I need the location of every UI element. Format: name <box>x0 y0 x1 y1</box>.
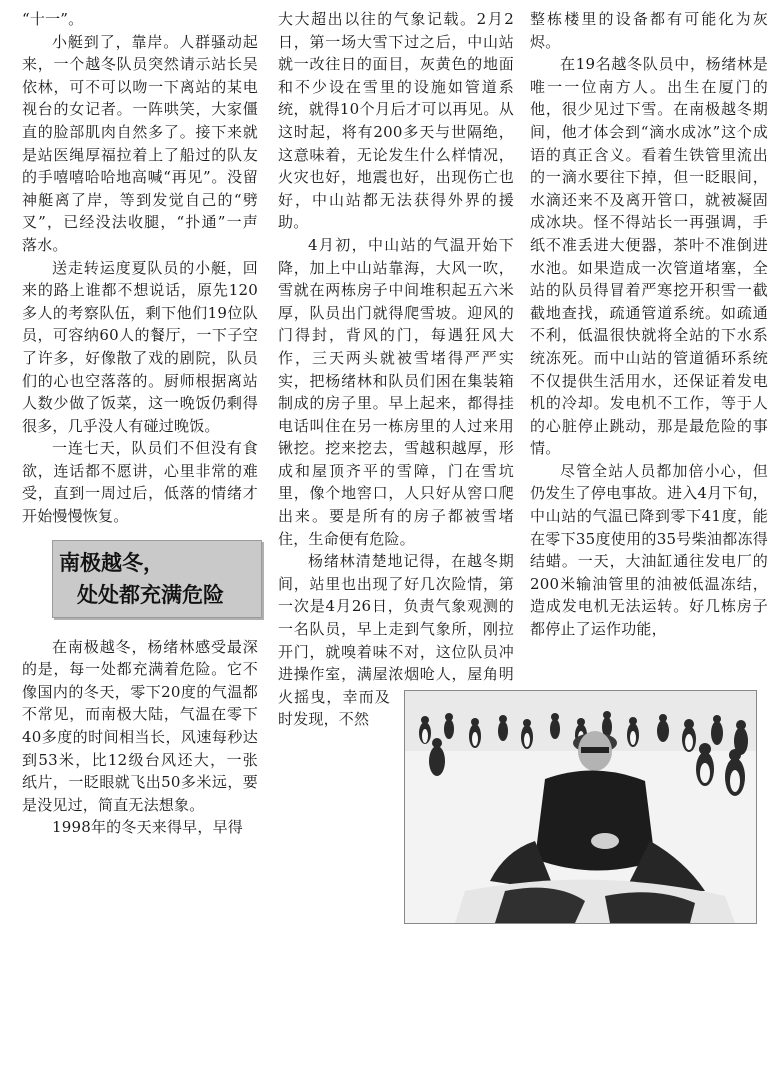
section-heading-line-2: 处处都充满危险 <box>77 582 224 607</box>
column-3 <box>530 8 768 641</box>
paragraph: 整栋楼里的设备都有可能化为灰烬。 <box>530 10 768 51</box>
photo-image <box>405 691 756 923</box>
paragraph: 大大超出以往的气象记载。2月2日，第一场大雪下过之后，中山站就一改往日的面目，灰黄色的地面和不少设在雪里的设施如管道系统，就得10个月后才可以再见。从这时起，将有200多天与世隔绝，这意味着，无论发生什么样情况，火灾也好，地震也好，出现伤亡也好，中山站都无法获得外界的援助。 <box>278 10 514 232</box>
paragraph: 杨绪林清楚地记得，在越冬期间，站里也出现了好几次险情，第一次是4月26日，负责气象观测的一名队员，早上走到气象所，刚拉开门，就嗅着味不对，这位队员冲进操作室，满屋浓烟呛人，屋角明火摇曳，幸而及时发现，不然 <box>278 552 514 729</box>
paragraph: 尽管全站人员都加倍小心，但仍发生了停电事故。进入4月下旬，中山站的气温已降到零下41度，能在零下35度使用的35号柴油都冻得结蜡。一天，大油缸通往发电厂的200米输油管里的油被低温冻结，造成发电机无法运转。好几栋房子都停止了运作功能， <box>530 461 768 639</box>
paragraph: 送走转运度夏队员的小艇，回来的路上谁都不想说话，原先120多人的考察队伍，剩下他们19位队员，可容纳60人的餐厅，一下子空了许多，好像散了戏的剧院，队员们的心也空落落的。厨师根据离站人数少做了饭菜，这一晚饭仍剩得很多，几乎没人有碰过晚饭。 <box>22 258 258 435</box>
column-1 <box>22 8 258 839</box>
section-heading-line-1: 南极越冬， <box>59 550 164 575</box>
paragraph: 1998年的冬天来得早，早得 <box>52 818 243 837</box>
paragraph: 在南极越冬，杨绪林感受最深的是，每一处都充满着危险。它不像国内的冬天，零下20度的气温都不常见，而南极大陆，气温在零下40多度的时间相当长，风速每秒达到53米，比12级台风还大，一张纸片，一眨眼就飞出50多米远，要是没见过，简直无法想象。 <box>22 637 258 814</box>
penguin-photo <box>404 690 757 924</box>
paragraph: 一连七天，队员们不但没有食欲，连话都不愿讲，心里非常的难受，直到一周过后，低落的情绪才开始慢慢恢复。 <box>22 439 258 526</box>
paragraph: 在19名越冬队员中，杨绪林是唯一一位南方人。出生在厦门的他，很少见过下雪。在南极越冬期间，他才体会到“滴水成冰”这个成语的真正含义。看着生铁管里流出的一滴水要往下掉，但一眨眼间，水滴还来不及离开管口，就被凝固成冰块。怪不得站长一再强调，手纸不准丢进大便器，茶叶不准倒进水池。如果造成一次管道堵塞，全站的队员得冒着严寒挖开积雪一截截地查找，疏通管道系统。如疏通不利，低温很快就将全站的下水系统冻死。而中山站的管道循环系统不仅提供生活用水，还保证着发电机的冷却。发电机不工作，等于人的心脏停止跳动，那是最危险的事情。 <box>530 55 768 458</box>
paragraph: “十一”。 <box>22 10 84 28</box>
paragraph: 4月初，中山站的气温开始下降，加上中山站靠海，大风一吹，雪就在两栋房子中间堆积起五六米厚，队员出门就得爬雪坡。迎风的门得封，背风的门，每遇狂风大作，三天两头就被雪堵得严严实实，把杨绪林和队员们困在集装箱制成的房子里。早上起来，都得挂电话叫住在另一栋房里的人过来用锹挖。挖来挖去，雪越积越厚，形成和屋顶齐平的雪障，门在雪坑里，像个地窖口，人只好从窖口爬出来。要是所有的房子都被雪堵住，生命便有危险。 <box>278 235 514 548</box>
column-2 <box>278 8 514 1090</box>
section-heading <box>52 540 262 618</box>
paragraph: 小艇到了，靠岸。人群骚动起来，一个越冬队员突然请示站长吴依林，可不可以吻一下离站的某电视台的女记者。一阵哄笑，大家僵直的脸部肌肉自然多了。接下来就是站医绳厚福拉着上了船过的队友的手嘻嘻哈哈地高喊“再见”。没留神艇离了岸，等到发觉自己的“劈叉”，已经没法收腿，“扑通”一声落水。 <box>22 32 258 254</box>
